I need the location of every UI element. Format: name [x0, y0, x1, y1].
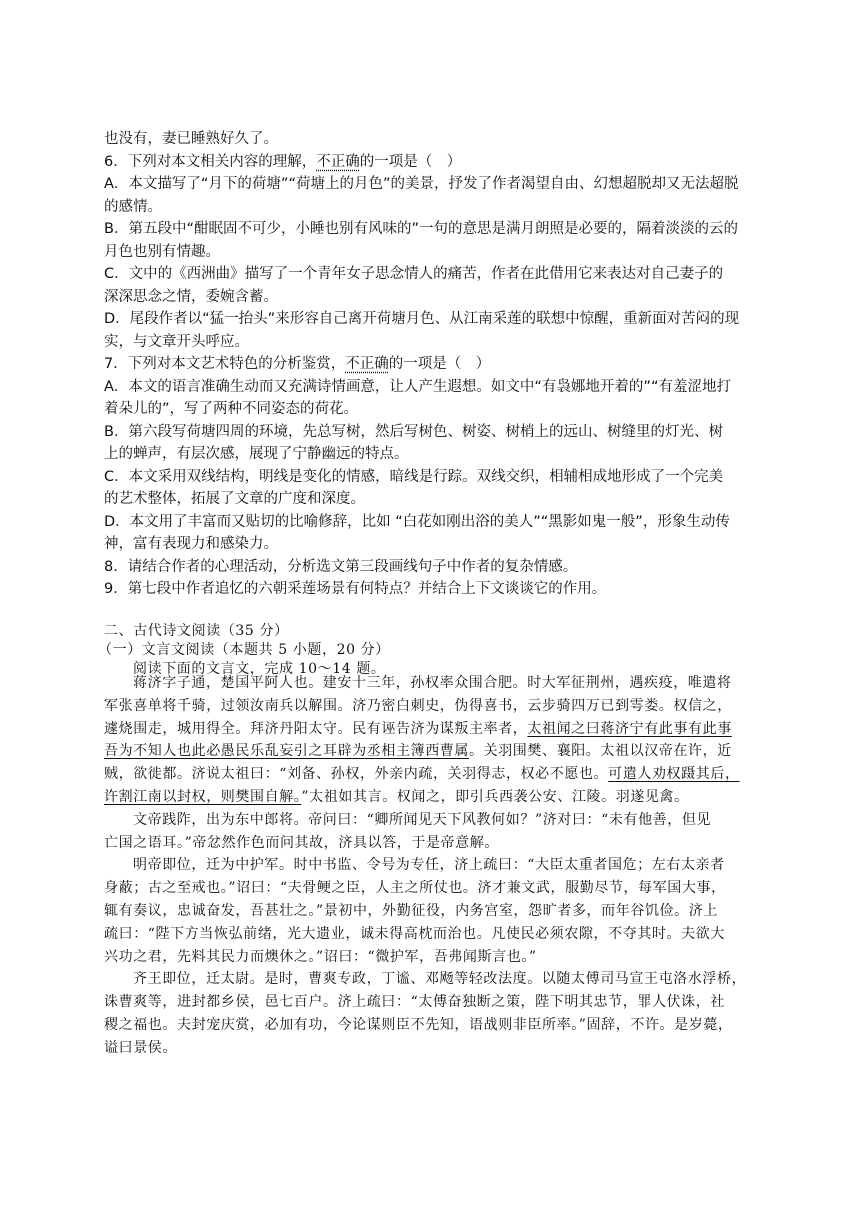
q6-option-d-line2: 实，与文章开头呼应。	[104, 333, 249, 350]
q7-option-d-line2: 神，富有表现力和感染力。	[104, 536, 278, 552]
passage-line: 亡国之语耳。”帝忿然作色而问其故，济具以答，于是帝意解。	[104, 834, 499, 851]
underlined-sentence: 许割江南以封权，则樊围自解。	[104, 788, 302, 805]
subsection-heading: （一）文言文阅读（本题共 5 小题，20 分）	[98, 642, 390, 658]
q7-option-d-line1: D．本文用了丰富而又贴切的比喻修辞，比如 “白花如刚出浴的美人”“黑影如鬼一般”，形象生动传	[104, 513, 730, 530]
underlined-sentence: 吾为不知人也此必愚民乐乱妄引之耳辟为丞相主簿西曹属	[104, 743, 469, 760]
question-7-stem: 7．下列对本文艺术特色的分析鉴赏，不正确的一项是（ ）	[104, 356, 491, 372]
passage-line: 明帝即位，迁为中护军。时中书监、令号为专任，济上疏曰：“大臣太重者国危；左右太亲者	[133, 857, 725, 874]
section-heading: 二、古代诗文阅读（35 分）	[104, 623, 289, 639]
passage-line: 身蔽；古之至戒也。”诏曰：“夫骨鲠之臣，人主之所仗也。济才兼文武，服勤尽节，每军国大事，	[104, 880, 726, 897]
underlined-sentence: 可遣人劝权蹑其后，	[608, 766, 740, 783]
q7-option-b-line1: B．第六段写荷塘四周的环境，先总写树，然后写树色、树姿、树梢上的远山、树缝里的灯光、树	[104, 423, 723, 440]
question-9: 9．第七段中作者追忆的六朝采莲场景有何特点？并结合上下文谈谈它的作用。	[104, 581, 607, 597]
section-two-heading-block	[98, 622, 758, 679]
passage-line: 贼，欲徙都。济说太祖曰：“刘备、孙权，外亲内疏，关羽得志，权必不愿也。可遣人劝权蹑其后，	[104, 766, 740, 783]
passage-line: 疏曰：“陛下方当恢弘前绪，光大遗业，诚未得高枕而治也。凡使民必须农隙，不夺其时。夫欲大	[104, 925, 725, 942]
q6-option-c-line2: 深深思念之情，委婉含蓄。	[104, 288, 278, 305]
passage-line: 齐王即位，迁太尉。是时，曹爽专政，丁谧、邓飏等轻改法度。以随太傅司马宣王屯洛水浮桥，	[133, 971, 747, 988]
q6-option-b-line2: 月色也别有情趣。	[104, 243, 220, 260]
reading-instruction: 阅读下面的文言文，完成 10～14 题。	[133, 661, 386, 677]
passage-line: 遽烧围走，城用得全。拜济丹阳太守。民有诬告济为谋叛主率者，太祖闻之曰蒋济宁有此事有此事	[104, 720, 732, 737]
q6-option-a-line2: 的感情。	[104, 198, 162, 215]
q7-option-a-line2: 着朵儿的”，写了两种不同姿态的荷花。	[104, 401, 359, 417]
q7-option-c-line1: C．本文采用双线结构，明线是变化的情感，暗线是行踪。双线交织，相辅相成地形成了一个完美	[104, 468, 724, 485]
underlined-sentence: 太祖闻之曰蒋济宁有此事有此事	[527, 720, 732, 737]
question-6-stem: 6．下列对本文相关内容的理解，不正确的一项是（ ）	[104, 153, 462, 170]
passage-line: 吾为不知人也此必愚民乐乱妄引之耳辟为丞相主簿西曹属。关羽围樊、襄阳。太祖以汉帝在许，近	[104, 743, 732, 760]
passage-line: 文帝践阼，出为东中郎将。帝问曰：“卿所闻见天下风教何如？”济对曰：“未有他善，但见	[133, 811, 712, 828]
q7-option-c-line2: 的艺术整体，拓展了文章的广度和深度。	[104, 491, 365, 507]
q6-option-b-line1: B．第五段中“酣眠固不可少，小睡也别有风味的”一句的意思是满月朗照是必要的，隔着淡淡的云的	[104, 221, 738, 237]
question-block	[104, 128, 758, 601]
passage-line: 许割江南以封权，则樊围自解。”太祖如其言。权闻之，即引兵西袭公安、江陵。羽遂见禽。	[104, 788, 689, 805]
passage-line: 辄有奏议，忠诚奋发，吾甚壮之。”景初中，外勤征役，内务宫室，怨旷者多，而年谷饥俭。济上	[104, 902, 718, 919]
passage-line: 诛曹爽等，进封都乡侯，邑七百户。济上疏曰：“太傅奋独断之策，陛下明其忠节，罪人伏诛，社	[104, 994, 725, 1011]
passage-line: 军张喜单将千骑，过领汝南兵以解围。济乃密白刺史，伪得喜书，云步骑四万已到雩娄。权信之，	[104, 697, 732, 714]
q7-option-b-line2: 上的蝉声，有层次感，展现了宁静幽远的特点。	[104, 446, 409, 462]
passage-line: 蒋济字子通，楚国平阿人也。建安十三年，孙权率众围合肥。时大军征荆州，遇疾疫，唯遣将	[133, 675, 732, 691]
q6-option-c-line1: C．文中的《西洲曲》描写了一个青年女子思念情人的痛苦，作者在此借用它来表达对自己妻子的	[104, 266, 724, 282]
question-8: 8．请结合作者的心理活动，分析选文第三段画线句子中作者的复杂情感。	[104, 558, 578, 575]
q7-option-a-line1: A．本文的语言准确生动而又充满诗情画意，让人产生遐想。如文中“有袅娜地开着的”“有羞涩地打	[104, 378, 731, 395]
continued-text-line: 也没有，妻已睡熟好久了。	[104, 131, 278, 147]
passage-line: 谥曰景侯。	[104, 1039, 177, 1056]
passage-line: 兴功之君，先料其民力而燠休之。”诏曰：“微护军，吾弗闻斯言也。”	[104, 948, 537, 965]
emphasis-not-correct: 不正确	[345, 356, 389, 372]
emphasis-not-correct: 不正确	[316, 153, 360, 170]
q6-option-d-line1: D．尾段作者以“猛一抬头”来形容自己离开荷塘月色、从江南采莲的联想中惊醒，重新面对苦闷的现	[104, 311, 740, 327]
q6-option-a-line1: A．本文描写了“月下的荷塘”“荷塘上的月色”的美景，抒发了作者渴望自由、幻想超脱却又无法超脱	[104, 176, 739, 192]
classical-passage	[104, 672, 758, 1060]
passage-line: 稷之福也。夫封宠庆赏，必加有功，今论谋则臣不先知，语战则非臣所率。”固辞，不许。是岁薨，	[104, 1016, 733, 1033]
